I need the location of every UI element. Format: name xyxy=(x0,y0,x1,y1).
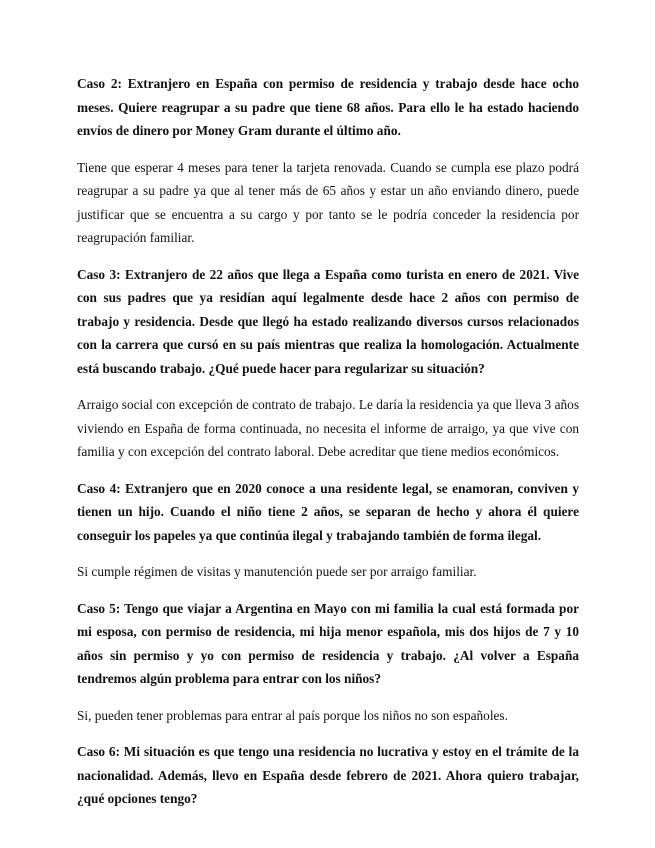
case-5-answer: Si, pueden tener problemas para entrar al país porque los niños no son españoles. xyxy=(77,707,508,723)
case-2-answer: Tiene que esperar 4 meses para tener la tarjeta renovada. Cuando se cumpla ese plazo podrá reagrupar a su padre ya que al tener más de 65 años y estar un año enviando dinero, puede justificar que se encuentra a su cargo y por tanto se le podría conceder la residencia por reagrupación familiar. xyxy=(77,159,579,245)
case-5-question: Caso 5: Tengo que viajar a Argentina en Mayo con mi familia la cual está formada por mi esposa, con permiso de residencia, mi hija menor española, mis dos hijos de 7 y 10 años sin permiso y yo con permiso de residencia y trabajo. ¿Al volver a España tendremos algún problema para entrar con los niños? xyxy=(77,600,579,686)
case-4-answer: Si cumple régimen de visitas y manutención puede ser por arraigo familiar. xyxy=(77,564,477,579)
case-2-question: Caso 2: Extranjero en España con permiso de residencia y trabajo desde hace ocho meses. Quiere reagrupar a su padre que tiene 68 años. Para ello le ha estado haciendo envíos de dinero por Money Gram durante el último año. xyxy=(77,76,579,138)
case-6-question: Caso 6: Mi situación es que tengo una residencia no lucrativa y estoy en el trámite de la nacionalidad. Además, llevo en España desde febrero de 2021. Ahora quiero trabajar, ¿qué opciones tengo? xyxy=(77,744,579,806)
case-4-question: Caso 4: Extranjero que en 2020 conoce a una residente legal, se enamoran, conviven y tienen un hijo. Cuando el niño tiene 2 años, se separan de hecho y ahora él quiere conseguir los papeles ya que continúa ilegal y trabajando también de forma ilegal. xyxy=(77,480,579,543)
case-3-question: Caso 3: Extranjero de 22 años que llega a España como turista en enero de 2021. Vive con sus padres que ya residían aquí legalmente desde hace 2 años con permiso de trabajo y residencia. Desde que llegó ha estado realizando diversos cursos relacionados con la carrera que cursó en su país mientras que realiza la homologación. Actualmente está buscando trabajo. ¿Qué puede hacer para regularizar su situación? xyxy=(77,266,579,376)
document-body xyxy=(77,72,579,824)
case-3-answer: Arraigo social con excepción de contrato de trabajo. Le daría la residencia ya que lleva 3 años viviendo en España de forma continuada, no necesita el informe de arraigo, ya que vive con familia y con excepción del contrato laboral. Debe acreditar que tiene medios económicos. xyxy=(77,397,579,459)
